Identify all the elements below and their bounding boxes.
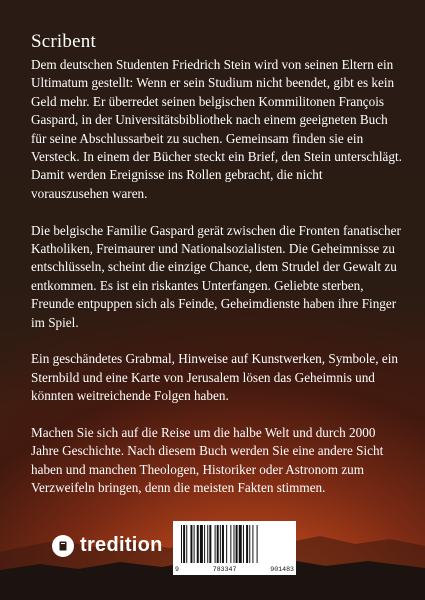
barcode-bar <box>222 525 224 563</box>
barcode-bar <box>226 525 227 563</box>
blurb-paragraph: Ein geschändetes Grabmal, Hinweise auf Kunstwerken, Symbole, ein Sternbild und eine Karte von Jerusalem lösen das Geheimnis und könnten weitreichende Folgen haben. <box>31 351 398 404</box>
barcode-bar <box>194 525 195 563</box>
barcode-bar <box>197 525 199 563</box>
barcode-bar <box>246 525 248 563</box>
isbn-barcode <box>173 521 296 575</box>
barcode-bar <box>236 525 238 563</box>
publisher-logo <box>52 534 163 557</box>
barcode-bar <box>230 525 231 563</box>
barcode-bar <box>220 525 221 563</box>
barcode-digit-group: 9 <box>175 566 179 573</box>
barcode-bar <box>204 525 205 563</box>
blurb-paragraph: Machen Sie sich auf die Reise um die halbe Welt und durch 2000 Jahre Geschichte. Nach diesem Buch werden Sie eine andere Sicht haben und manchen Theologen, Historiker oder Astronom zum Verzweifeln bringen, denn die meisten Fakten stimmen. <box>31 425 384 496</box>
barcode-bar <box>257 525 258 563</box>
barcode-bar <box>252 525 253 563</box>
blurb-text <box>31 56 403 516</box>
barcode-bar <box>186 525 187 563</box>
blurb-paragraph: Dem deutschen Studenten Friedrich Stein wird von seinen Eltern ein Ultimatum gestellt: Wenn er sein Studium nicht beendet, gibt es kein Geld mehr. Er überredet seinen belgischen Kommilitonen François Gaspard, in der Universitätsbibliothek nach einem geeigneten Buch für seine Abschlussarbeit zu suchen. Gemeinsam finden sie ein Versteck. In einem der Bücher steckt ein Brief, den Stein unterschlägt. Damit werden Ereignisse ins Rollen gebracht, die nicht vorauszusehen waren. <box>31 57 402 201</box>
barcode-digit-group: 901483 <box>270 566 294 573</box>
book-title: Scribent <box>31 31 96 52</box>
barcode-bar <box>249 525 250 563</box>
barcode-bar <box>234 525 235 563</box>
barcode-digit-group: 783347 <box>212 566 237 573</box>
book-mark-icon <box>52 535 74 557</box>
barcode-digits <box>175 566 294 573</box>
barcode-bar <box>215 525 216 563</box>
barcode-bar <box>200 525 203 563</box>
barcode-bars <box>181 525 288 563</box>
barcode-bar <box>217 525 219 563</box>
barcode-bar <box>239 525 242 563</box>
blurb-paragraph: Die belgische Familie Gaspard gerät zwischen die Fronten fanatischer Katholiken, Freimaurer und Nationalsozialisten. Die Geheimnisse zu entschlüsseln, scheint die einzige Chance, dem Strudel der Gewalt zu entkommen. Es ist ein riskantes Unterfangen. Geliebte sterben, Freunde entpuppen sich als Feinde, Geheimdienste haben ihre Finger im Spiel. <box>31 222 401 330</box>
barcode-bar <box>207 525 208 563</box>
barcode-bar <box>190 525 192 563</box>
barcode-bar <box>243 525 244 563</box>
publisher-name: tredition <box>80 534 163 556</box>
barcode-bar <box>209 525 211 563</box>
barcode-bar <box>183 525 185 563</box>
barcode-bar <box>181 525 182 563</box>
